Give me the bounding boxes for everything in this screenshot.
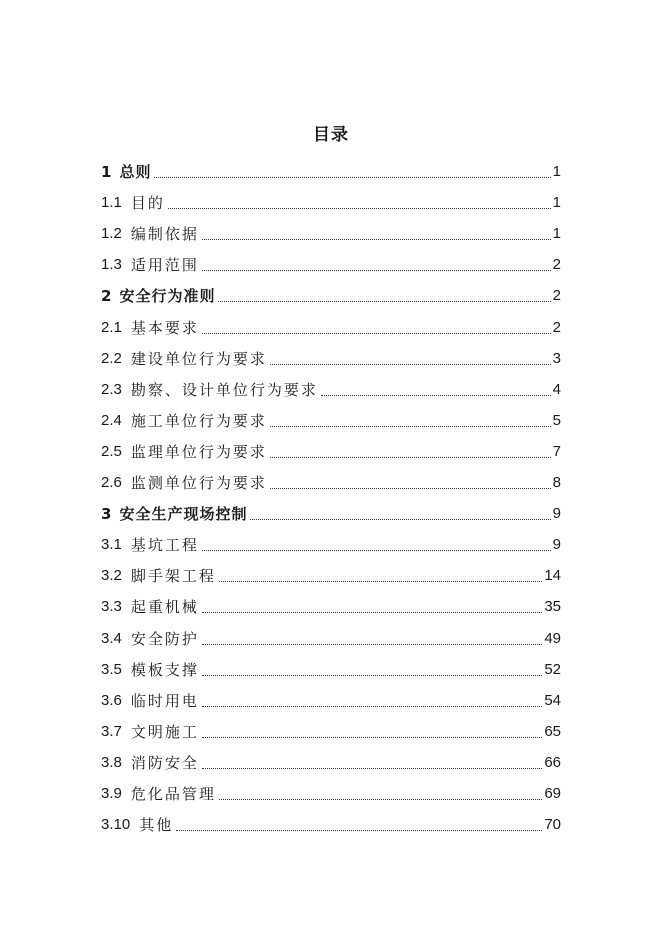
toc-entry-number: 3.4: [101, 629, 122, 647]
toc-entry-title: 勘察、设计单位行为要求: [130, 380, 318, 399]
toc-entry-title: 监理单位行为要求: [130, 442, 267, 461]
toc-entry-page-number: 66: [544, 753, 561, 771]
dot-leader: [202, 612, 542, 613]
toc-entry-page-number: 9: [552, 536, 561, 554]
toc-entry-page-number: 5: [552, 411, 561, 429]
toc-entry-number: 3.1: [101, 536, 122, 554]
toc-section-entry[interactable]: [101, 243, 561, 274]
toc-entry-number: 3.2: [101, 567, 122, 585]
toc-section-entry[interactable]: [101, 305, 561, 336]
toc-entry-number: 2.1: [101, 318, 122, 336]
toc-entry-title: 其他: [139, 816, 174, 835]
toc-section-entry[interactable]: [101, 554, 561, 585]
toc-entry-title: 消防安全: [130, 753, 199, 772]
dot-leader: [168, 208, 551, 209]
toc-entry-page-number: 1: [552, 225, 561, 243]
dot-leader: [321, 395, 551, 396]
toc-entry-number: 3.7: [101, 722, 122, 740]
toc-entry-page-number: 4: [552, 380, 561, 398]
toc-entry-page-number: 49: [544, 629, 561, 647]
toc-entry-page-number: 2: [552, 256, 561, 274]
toc-entry-number: 2.4: [101, 411, 122, 429]
toc-entry-page-number: 35: [544, 598, 561, 616]
toc-section-entry[interactable]: [101, 710, 561, 741]
toc-entry-page-number: 3: [552, 349, 561, 367]
dot-leader: [219, 799, 542, 800]
toc-entry-title: 危化品管理: [130, 784, 216, 803]
toc-entry-page-number: 2: [552, 287, 561, 305]
dot-leader: [270, 364, 551, 365]
toc-entry-number: 2.6: [101, 474, 122, 492]
toc-entry-number: 1.2: [101, 225, 122, 243]
dot-leader: [270, 426, 551, 427]
toc-entry-number: 3.8: [101, 753, 122, 771]
toc-entry-title: 文明施工: [130, 722, 199, 741]
dot-leader: [202, 737, 542, 738]
toc-list: [101, 150, 561, 834]
dot-leader: [250, 519, 550, 520]
toc-entry-page-number: 69: [544, 784, 561, 802]
toc-entry-page-number: 2: [552, 318, 561, 336]
toc-entry-page-number: 8: [552, 474, 561, 492]
toc-entry-number: 2.3: [101, 380, 122, 398]
toc-section-entry[interactable]: [101, 772, 561, 803]
toc-entry-number: 1.3: [101, 256, 122, 274]
dot-leader: [218, 301, 550, 302]
toc-entry-title: 施工单位行为要求: [130, 411, 267, 430]
toc-entry-title: 临时用电: [130, 691, 199, 710]
toc-chapter-entry[interactable]: [101, 492, 561, 523]
toc-entry-title: 起重机械: [130, 598, 199, 617]
toc-chapter-entry[interactable]: [101, 150, 561, 181]
toc-section-entry[interactable]: [101, 399, 561, 430]
toc-entry-title: 建设单位行为要求: [130, 349, 267, 368]
toc-entry-title: 安全防护: [130, 629, 199, 648]
toc-entry-title: 模板支撑: [130, 660, 199, 679]
toc-entry-title: 监测单位行为要求: [130, 474, 267, 493]
toc-entry-page-number: 1: [552, 163, 561, 181]
dot-leader: [202, 270, 551, 271]
toc-entry-number: 3: [101, 505, 112, 524]
toc-entry-page-number: 70: [544, 816, 561, 834]
dot-leader: [202, 768, 542, 769]
dot-leader: [154, 177, 550, 178]
toc-entry-number: 2: [101, 287, 112, 306]
toc-entry-title: 基坑工程: [130, 536, 199, 555]
dot-leader: [202, 675, 542, 676]
toc-section-entry[interactable]: [101, 212, 561, 243]
toc-entry-number: 3.9: [101, 784, 122, 802]
toc-entry-page-number: 52: [544, 660, 561, 678]
toc-entry-number: 1.1: [101, 194, 122, 212]
toc-section-entry[interactable]: [101, 648, 561, 679]
dot-leader: [202, 550, 551, 551]
dot-leader: [202, 239, 551, 240]
toc-section-entry[interactable]: [101, 679, 561, 710]
toc-section-entry[interactable]: [101, 461, 561, 492]
toc-entry-title: 目的: [130, 194, 165, 213]
toc-entry-title: 安全行为准则: [119, 287, 216, 306]
toc-entry-title: 适用范围: [130, 256, 199, 275]
toc-section-entry[interactable]: [101, 430, 561, 461]
toc-entry-number: 3.5: [101, 660, 122, 678]
toc-entry-number: 2.5: [101, 442, 122, 460]
toc-section-entry[interactable]: [101, 523, 561, 554]
toc-section-entry[interactable]: [101, 181, 561, 212]
toc-entry-title: 基本要求: [130, 318, 199, 337]
toc-entry-title: 脚手架工程: [130, 567, 216, 586]
toc-entry-page-number: 1: [552, 194, 561, 212]
toc-section-entry[interactable]: [101, 585, 561, 616]
toc-entry-title: 总则: [119, 163, 152, 182]
dot-leader: [202, 644, 542, 645]
toc-entry-number: 3.10: [101, 816, 131, 834]
toc-entry-title: 安全生产现场控制: [119, 505, 248, 524]
toc-entry-page-number: 7: [552, 442, 561, 460]
dot-leader: [202, 333, 551, 334]
toc-entry-page-number: 54: [544, 691, 561, 709]
toc-entry-page-number: 14: [544, 567, 561, 585]
toc-entry-number: 3.3: [101, 598, 122, 616]
toc-entry-number: 2.2: [101, 349, 122, 367]
toc-section-entry[interactable]: [101, 337, 561, 368]
toc-entry-page-number: 9: [552, 505, 561, 523]
toc-title: 目录: [313, 125, 349, 145]
toc-entry-number: 1: [101, 163, 112, 182]
dot-leader: [270, 488, 551, 489]
dot-leader: [219, 581, 542, 582]
toc-section-entry[interactable]: [101, 803, 561, 834]
dot-leader: [270, 457, 551, 458]
toc-section-entry[interactable]: [101, 368, 561, 399]
toc-section-entry[interactable]: [101, 741, 561, 772]
toc-entry-page-number: 65: [544, 722, 561, 740]
toc-entry-number: 3.6: [101, 691, 122, 709]
dot-leader: [202, 706, 542, 707]
toc-entry-title: 编制依据: [130, 225, 199, 244]
toc-chapter-entry[interactable]: [101, 274, 561, 305]
dot-leader: [176, 830, 542, 831]
toc-section-entry[interactable]: [101, 616, 561, 647]
